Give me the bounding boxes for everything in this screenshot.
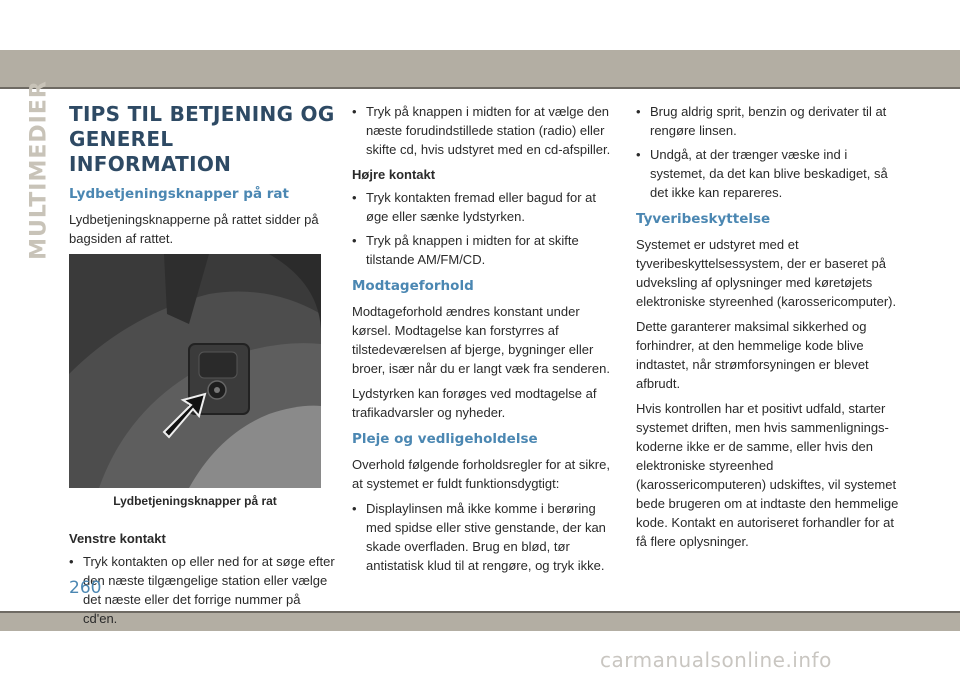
page-number: 260 [69, 578, 102, 598]
list-item: • Brug aldrig sprit, benzin og derivater til at rengøre linsen. [636, 102, 902, 140]
heading-left-switch: Venstre kontakt [69, 531, 166, 546]
paragraph-reception-1: Modtageforhold ændres konstant under kørsel. Modtagelse kan forstyrres af tilstedeværelsen af bjerge, bygninger eller broer, især når du er langt væk fra senderen. [352, 304, 610, 376]
list-item: • Tryk kontakten op eller ned for at søge efter den næste tilgængelige station eller vælge det næste eller det forrige nummer på cd'en. [69, 552, 335, 628]
paragraph-theft-1: Systemet er udstyret med et tyveribeskyttelsessystem, der er baseret på udveksling af oplysninger med køretøjets elektroniske styreenhed (karossericomputer). [636, 237, 897, 309]
list-item: • Tryk kontakten fremad eller bagud for at øge eller sænke lydstyrken. [352, 188, 616, 226]
paragraph-reception-2: Lydstyrken kan forøges ved modtagelse af trafikadvarsler og nyheder. [352, 386, 597, 420]
steering-wheel-illustration [69, 254, 321, 488]
heading-care: Pleje og vedligeholdelse [352, 431, 538, 447]
paragraph-care: Overhold følgende forholdsregler for at sikre, at systemet er fuldt funktionsdygtigt: [352, 457, 610, 491]
page-title: TIPS TIL BETJENING OG GENEREL INFORMATION [69, 102, 335, 176]
list-item: • Displaylinsen må ikke komme i berøring med spidse eller stive genstande, der kan skade overfladen. Brug en blød, tør antistatisk klud til at rengøre, og tryk ikke. [352, 499, 616, 575]
heading-reception: Modtageforhold [352, 278, 474, 294]
left-switch-list-cont [352, 102, 616, 159]
column-2 [352, 102, 616, 581]
steering-wheel-photo [69, 254, 321, 488]
left-switch-list [69, 552, 335, 628]
header-band [0, 50, 960, 87]
paragraph-audio-controls: Lydbetjeningsknapperne på rattet sidder på bagsiden af rattet. [69, 212, 319, 246]
section-side-label [26, 80, 52, 260]
right-switch-list [352, 188, 616, 269]
care-list-cont [636, 102, 902, 202]
list-item: • Tryk på knappen i midten for at skifte tilstande AM/FM/CD. [352, 231, 616, 269]
section-side-label-text: MULTIMEDIER [26, 80, 52, 260]
list-item: • Tryk på knappen i midten for at vælge den næste forudindstillede station (radio) eller skifte cd, hvis udstyret med en cd-afspiller. [352, 102, 616, 159]
care-list [352, 499, 616, 575]
heading-theft-protection: Tyveribeskyttelse [636, 211, 771, 227]
heading-right-switch: Højre kontakt [352, 167, 436, 182]
header-rule [0, 87, 960, 89]
watermark: carmanualsonline.info [600, 648, 832, 672]
list-item: • Undgå, at der trænger væske ind i systemet, da det kan blive beskadiget, så det ikke kan repareres. [636, 145, 902, 202]
paragraph-theft-3: Hvis kontrollen har et positivt udfald, starter systemet driften, men hvis sammenlignings-koderne ikke er de samme, eller hvis den elektroniske styreenhed (karossericomputeren) udskiftes, vil systemet bede brugeren om at indtaste den hemmelige kode. Kontakt en autoriseret forhandler for at få flere oplysninger. [636, 401, 899, 549]
column-3 [636, 102, 902, 557]
heading-audio-controls: Lydbetjeningsknapper på rat [69, 186, 289, 202]
column-1 [69, 102, 335, 634]
photo-caption: Lydbetjeningsknapper på rat [113, 494, 277, 508]
paragraph-theft-2: Dette garanterer maksimal sikkerhed og forhindrer, at den hemmelige kode blive indtastet, når strømforsyningen er blevet afbrudt. [636, 319, 869, 391]
